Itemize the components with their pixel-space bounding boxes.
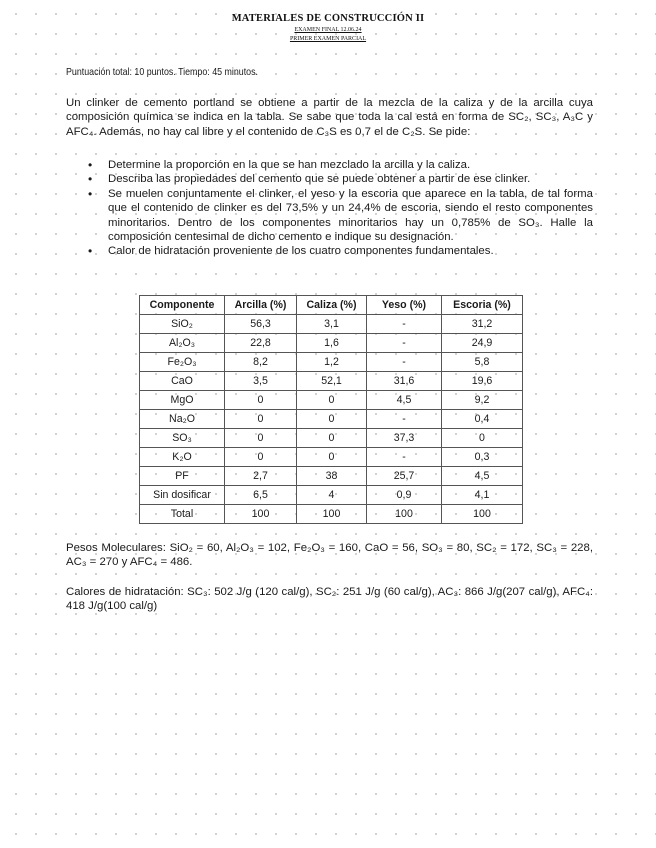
exam-type-subtitle: PRIMER EXAMEN PARCIAL bbox=[289, 36, 367, 42]
document-title: MATERIALES DE CONSTRUCCIÓN II bbox=[231, 13, 425, 24]
table-row bbox=[140, 505, 523, 524]
intro-paragraph: Un clinker de cemento portland se obtiene a partir de la mezcla de la caliza y de la arcilla cuya composición química se indica en la tabla. Se sabe que toda la cal está en forma de SC₂, SC₃, A₃C y AFC₄. Además, no hay cal libre y el contenido de C₃S es 0,7 el de C₂S. Se pide: bbox=[66, 97, 593, 138]
table-cell: SiO₂ bbox=[140, 315, 225, 334]
question-item: • Se muelen conjuntamente el clinker, el yeso y la escoria que aparece en la tabla, de tal forma que el contenido de clinker es del 73,5% y un 24,4% de escoria, siendo el resto componentes minoritarios. Dentro de los componentes minoritarios hay un 0,785% de SO₃. Halle la composición centesimal de dicho cemento e indique su designación. bbox=[88, 187, 593, 245]
table-cell: SO₃ bbox=[140, 429, 225, 448]
table-cell: PF bbox=[140, 467, 225, 486]
question-list bbox=[88, 158, 593, 259]
table-cell: 8,2 bbox=[225, 353, 297, 372]
header-cell: Arcilla (%) bbox=[225, 296, 297, 315]
table-cell: 4,5 bbox=[442, 467, 523, 486]
table-cell: Sin dosificar bbox=[140, 486, 225, 505]
table-cell: 0 bbox=[442, 429, 523, 448]
score-line: Puntuación total: 10 puntos. Tiempo: 45 minutos. bbox=[66, 67, 258, 78]
question-item: • Calor de hidratación proveniente de los cuatro componentes fundamentales. bbox=[88, 244, 593, 258]
hydration-heats: Calores de hidratación: SC₃: 502 J/g (120 cal/g), SC₂: 251 J/g (60 cal/g), AC₃: 866 J/g(207 cal/g), AFC₄: 418 J/g(100 cal/g) bbox=[66, 586, 593, 613]
table-row bbox=[140, 448, 523, 467]
table-cell: 2,7 bbox=[225, 467, 297, 486]
table-row bbox=[140, 429, 523, 448]
table-cell: 1,6 bbox=[297, 334, 367, 353]
table-cell: 25,7 bbox=[367, 467, 442, 486]
table-cell: - bbox=[367, 410, 442, 429]
table-cell: - bbox=[367, 315, 442, 334]
table-cell: 52,1 bbox=[297, 372, 367, 391]
question-item: • Describa las propiedades del cemento que se puede obtener a partir de ese clinker. bbox=[88, 172, 593, 186]
table-cell: 9,2 bbox=[442, 391, 523, 410]
header-cell: Caliza (%) bbox=[297, 296, 367, 315]
table-cell: 31,2 bbox=[442, 315, 523, 334]
header-cell: Escoria (%) bbox=[442, 296, 523, 315]
table-cell: 100 bbox=[442, 505, 523, 524]
table-cell: 3,1 bbox=[297, 315, 367, 334]
table-row bbox=[140, 410, 523, 429]
table-cell: 0 bbox=[225, 391, 297, 410]
table-cell: 0,4 bbox=[442, 410, 523, 429]
table-cell: 5,8 bbox=[442, 353, 523, 372]
table-cell: 0 bbox=[225, 429, 297, 448]
header-cell: Yeso (%) bbox=[367, 296, 442, 315]
table-header-row bbox=[140, 296, 523, 315]
table-cell: K₂O bbox=[140, 448, 225, 467]
question-item: • Determine la proporción en la que se han mezclado la arcilla y la caliza. bbox=[88, 158, 593, 172]
table-cell: 0 bbox=[297, 410, 367, 429]
table-cell: 0 bbox=[225, 448, 297, 467]
table-cell: 4,5 bbox=[367, 391, 442, 410]
table-cell: 24,9 bbox=[442, 334, 523, 353]
table-row bbox=[140, 353, 523, 372]
table-cell: Na₂O bbox=[140, 410, 225, 429]
table-cell: Al₂O₃ bbox=[140, 334, 225, 353]
table-cell: Fe₂O₃ bbox=[140, 353, 225, 372]
table-cell: 0 bbox=[297, 448, 367, 467]
table-cell: MgO bbox=[140, 391, 225, 410]
table-row bbox=[140, 391, 523, 410]
table-cell: 38 bbox=[297, 467, 367, 486]
table-cell: 31,6 bbox=[367, 372, 442, 391]
table-cell: 1,2 bbox=[297, 353, 367, 372]
table-cell: 0,9 bbox=[367, 486, 442, 505]
table-cell: 4,1 bbox=[442, 486, 523, 505]
table-row bbox=[140, 334, 523, 353]
molecular-weights: Pesos Moleculares: SiO₂ = 60, Al₂O₃ = 102, Fe₂O₃ = 160, CaO = 56, SO₃ = 80, SC₂ = 172, SC₃ = 228, AC₃ = 270 y AFC₄ = 486. bbox=[66, 542, 593, 569]
table-row bbox=[140, 315, 523, 334]
table-cell: 0 bbox=[297, 391, 367, 410]
table-cell: CaO bbox=[140, 372, 225, 391]
table-cell: 100 bbox=[297, 505, 367, 524]
table-cell: 100 bbox=[367, 505, 442, 524]
header-cell: Componente bbox=[140, 296, 225, 315]
table-cell: 56,3 bbox=[225, 315, 297, 334]
exam-date-subtitle: EXAMEN FINAL 12.06.24 bbox=[294, 27, 362, 33]
table-cell: 0 bbox=[225, 410, 297, 429]
table-cell: 0 bbox=[297, 429, 367, 448]
table-row bbox=[140, 372, 523, 391]
table-row bbox=[140, 467, 523, 486]
table-cell: 22,8 bbox=[225, 334, 297, 353]
table-cell: 100 bbox=[225, 505, 297, 524]
composition-table bbox=[139, 295, 523, 524]
table-cell: 37,3 bbox=[367, 429, 442, 448]
table-cell: 6,5 bbox=[225, 486, 297, 505]
table-cell: - bbox=[367, 448, 442, 467]
table-cell: 4 bbox=[297, 486, 367, 505]
table-cell: 0,3 bbox=[442, 448, 523, 467]
table-cell: - bbox=[367, 353, 442, 372]
table-row bbox=[140, 486, 523, 505]
table-cell: 3,5 bbox=[225, 372, 297, 391]
table-cell: Total bbox=[140, 505, 225, 524]
table-cell: 19,6 bbox=[442, 372, 523, 391]
table-cell: - bbox=[367, 334, 442, 353]
